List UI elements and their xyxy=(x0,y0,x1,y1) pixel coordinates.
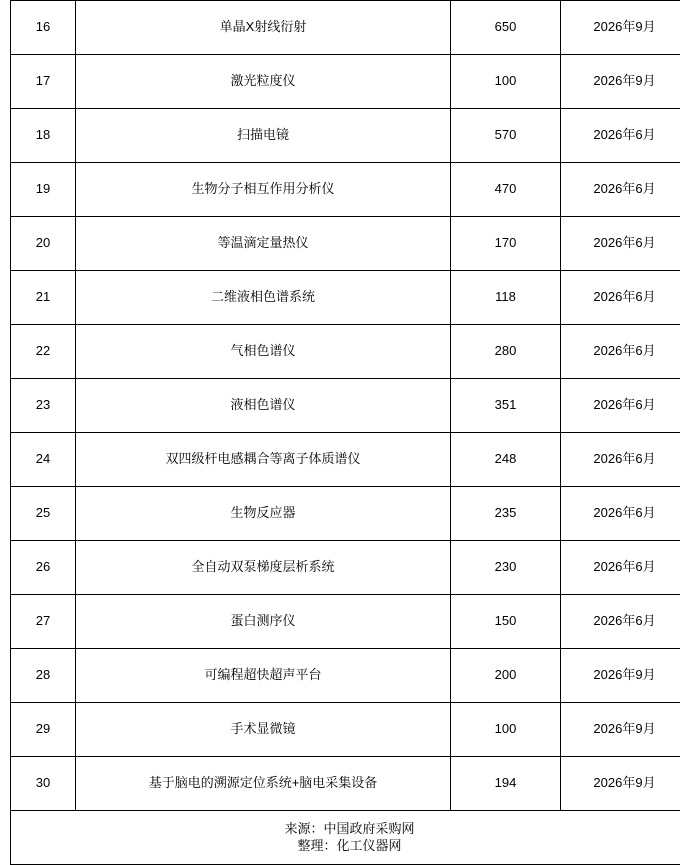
row-quantity: 230 xyxy=(451,541,561,595)
table-body xyxy=(11,1,680,865)
row-date: 2026年9月 xyxy=(561,55,680,109)
row-date: 2026年6月 xyxy=(561,325,680,379)
row-quantity: 118 xyxy=(451,271,561,325)
row-index: 19 xyxy=(11,163,76,217)
row-quantity: 200 xyxy=(451,649,561,703)
row-instrument-name: 生物反应器 xyxy=(76,487,451,541)
row-date: 2026年9月 xyxy=(561,1,680,55)
table-row xyxy=(11,595,680,649)
table-row xyxy=(11,109,680,163)
row-quantity: 150 xyxy=(451,595,561,649)
table-row xyxy=(11,757,680,811)
row-quantity: 194 xyxy=(451,757,561,811)
table-row xyxy=(11,325,680,379)
table-row xyxy=(11,433,680,487)
table-row xyxy=(11,379,680,433)
row-index: 17 xyxy=(11,55,76,109)
table-footer-row xyxy=(11,811,680,865)
row-index: 24 xyxy=(11,433,76,487)
row-index: 27 xyxy=(11,595,76,649)
table-row xyxy=(11,163,680,217)
equipment-table xyxy=(10,0,680,865)
row-quantity: 570 xyxy=(451,109,561,163)
row-date: 2026年6月 xyxy=(561,379,680,433)
row-quantity: 650 xyxy=(451,1,561,55)
row-instrument-name: 双四级杆电感耦合等离子体质谱仪 xyxy=(76,433,451,487)
row-index: 21 xyxy=(11,271,76,325)
row-index: 23 xyxy=(11,379,76,433)
row-index: 25 xyxy=(11,487,76,541)
row-instrument-name: 气相色谱仪 xyxy=(76,325,451,379)
row-date: 2026年6月 xyxy=(561,541,680,595)
row-index: 18 xyxy=(11,109,76,163)
row-instrument-name: 可编程超快超声平台 xyxy=(76,649,451,703)
row-quantity: 280 xyxy=(451,325,561,379)
row-date: 2026年6月 xyxy=(561,487,680,541)
row-index: 26 xyxy=(11,541,76,595)
row-date: 2026年6月 xyxy=(561,217,680,271)
row-instrument-name: 单晶X射线衍射 xyxy=(76,1,451,55)
row-quantity: 100 xyxy=(451,55,561,109)
table-row xyxy=(11,271,680,325)
table-row xyxy=(11,541,680,595)
table-row xyxy=(11,1,680,55)
table-footer-cell xyxy=(11,811,680,865)
row-index: 30 xyxy=(11,757,76,811)
row-index: 29 xyxy=(11,703,76,757)
row-quantity: 248 xyxy=(451,433,561,487)
row-instrument-name: 基于脑电的溯源定位系统+脑电采集设备 xyxy=(76,757,451,811)
row-date: 2026年9月 xyxy=(561,757,680,811)
row-date: 2026年6月 xyxy=(561,271,680,325)
table-row xyxy=(11,55,680,109)
row-date: 2026年9月 xyxy=(561,649,680,703)
row-index: 28 xyxy=(11,649,76,703)
row-date: 2026年6月 xyxy=(561,109,680,163)
row-quantity: 170 xyxy=(451,217,561,271)
row-date: 2026年6月 xyxy=(561,595,680,649)
row-index: 16 xyxy=(11,1,76,55)
row-date: 2026年6月 xyxy=(561,433,680,487)
row-date: 2026年9月 xyxy=(561,703,680,757)
row-index: 22 xyxy=(11,325,76,379)
row-quantity: 351 xyxy=(451,379,561,433)
row-instrument-name: 激光粒度仪 xyxy=(76,55,451,109)
editor-line: 整理：化工仪器网 xyxy=(13,838,680,855)
source-line: 来源：中国政府采购网 xyxy=(13,821,680,838)
row-quantity: 235 xyxy=(451,487,561,541)
row-instrument-name: 蛋白测序仪 xyxy=(76,595,451,649)
row-instrument-name: 生物分子相互作用分析仪 xyxy=(76,163,451,217)
row-instrument-name: 扫描电镜 xyxy=(76,109,451,163)
table-row xyxy=(11,703,680,757)
table-row xyxy=(11,217,680,271)
row-index: 20 xyxy=(11,217,76,271)
table-row xyxy=(11,649,680,703)
row-instrument-name: 手术显微镜 xyxy=(76,703,451,757)
row-quantity: 470 xyxy=(451,163,561,217)
row-date: 2026年6月 xyxy=(561,163,680,217)
row-quantity: 100 xyxy=(451,703,561,757)
row-instrument-name: 等温滴定量热仪 xyxy=(76,217,451,271)
row-instrument-name: 二维液相色谱系统 xyxy=(76,271,451,325)
table-row xyxy=(11,487,680,541)
row-instrument-name: 全自动双泵梯度层析系统 xyxy=(76,541,451,595)
row-instrument-name: 液相色谱仪 xyxy=(76,379,451,433)
